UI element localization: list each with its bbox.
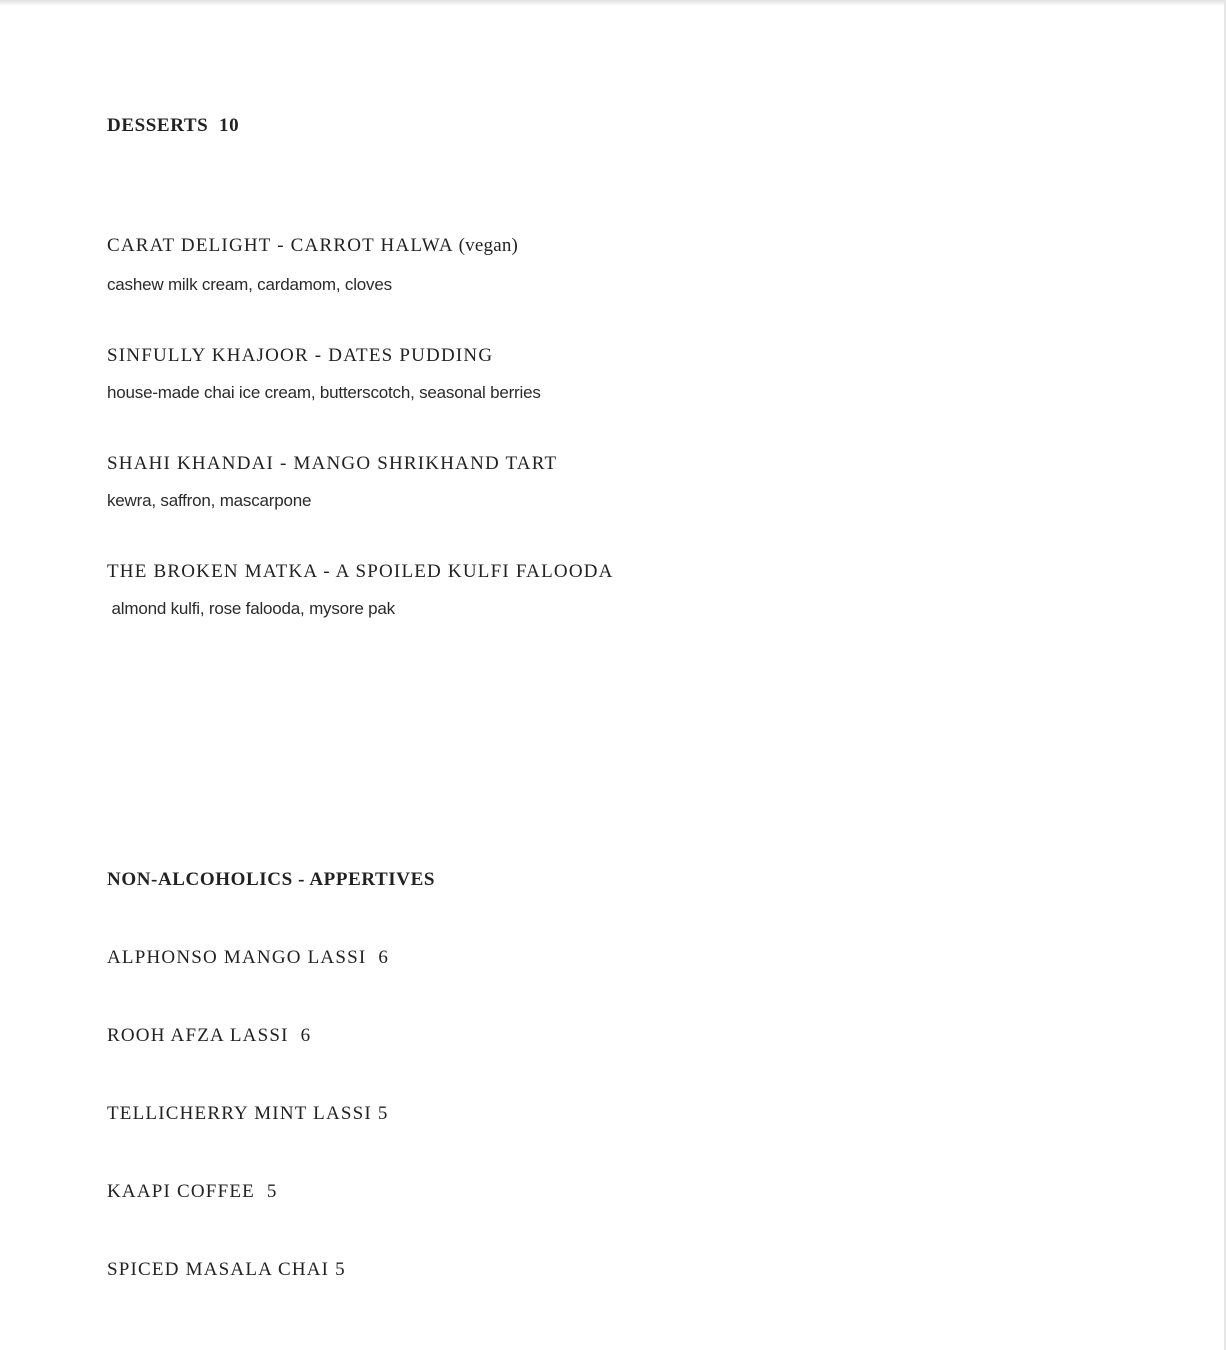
drink-item-price: 5 — [335, 1259, 346, 1280]
drink-item-price: 5 — [377, 1103, 389, 1124]
dessert-item-name — [107, 345, 493, 367]
drink-item-name: KAAPI COFFEE — [107, 1181, 255, 1202]
drink-item-price: 6 — [300, 1025, 312, 1046]
drink-item-price: 5 — [266, 1181, 278, 1202]
drink-item-name: ALPHONSO MANGO LASSI — [107, 947, 367, 968]
dessert-item-name — [107, 453, 557, 475]
dessert-item-description: house-made chai ice cream, butterscotch, seasonal berries — [107, 383, 541, 402]
drink-item-name: ROOH AFZA LASSI — [107, 1025, 289, 1046]
drink-item-name: TELLICHERRY MINT LASSI — [107, 1103, 372, 1124]
desserts-price: 10 — [219, 115, 240, 136]
drink-item — [107, 1103, 389, 1125]
page-top-shadow — [0, 0, 1226, 6]
non-alcoholics-heading: NON-ALCOHOLICS - APPERTIVES — [107, 869, 436, 890]
dessert-item-name — [107, 561, 614, 583]
drink-item-price: 6 — [378, 947, 390, 968]
dessert-item-title: SINFULLY KHAJOOR - DATES PUDDING — [107, 345, 494, 366]
drink-item-name: SPICED MASALA CHAI — [107, 1259, 330, 1280]
desserts-heading — [107, 115, 239, 137]
dessert-item-description: almond kulfi, rose falooda, mysore pak — [107, 599, 395, 618]
desserts-heading-text: DESSERTS — [107, 115, 209, 136]
dessert-item-title: SHAHI KHANDAI - MANGO SHRIKHAND TART — [107, 453, 558, 474]
drink-item — [107, 1025, 311, 1047]
drink-item — [107, 1259, 346, 1281]
dessert-item-description: cashew milk cream, cardamom, cloves — [107, 275, 392, 294]
drink-item — [107, 947, 389, 969]
dessert-item-tag: (vegan) — [458, 235, 519, 256]
dessert-item-description: kewra, saffron, mascarpone — [107, 491, 312, 510]
dessert-item-name — [107, 235, 518, 257]
dessert-item-title: CARAT DELIGHT - CARROT HALWA — [107, 235, 453, 256]
drink-item — [107, 1181, 278, 1203]
dessert-item-title: THE BROKEN MATKA - A SPOILED KULFI FALOODA — [107, 561, 614, 582]
